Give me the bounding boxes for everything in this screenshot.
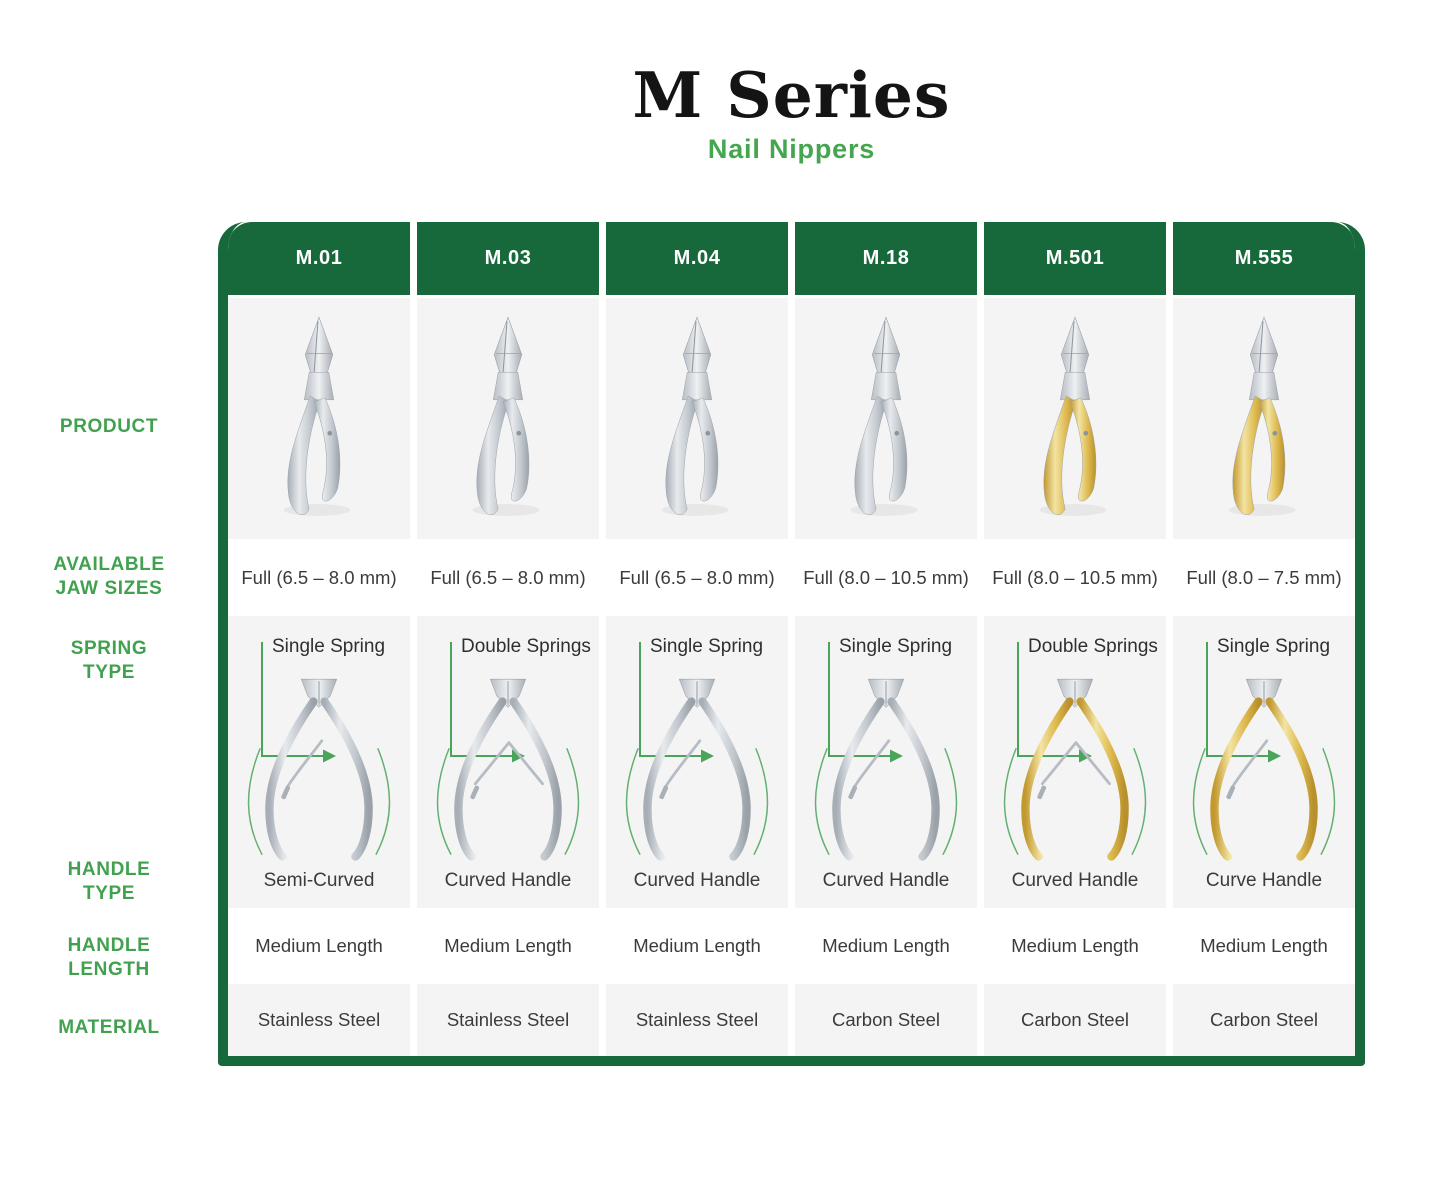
handle-length-value: Medium Length — [1200, 935, 1328, 956]
jaw-size-value: Full (6.5 – 8.0 mm) — [430, 566, 586, 588]
spring-latch — [281, 785, 291, 800]
material-value: Carbon Steel — [1210, 1009, 1318, 1030]
row-label-product: PRODUCT — [59, 416, 159, 437]
product-image-cell — [1173, 298, 1355, 539]
right-handle — [1259, 397, 1285, 500]
material-cell — [984, 984, 1166, 1056]
material-value: Stainless Steel — [446, 1009, 570, 1030]
handle-screw — [894, 430, 899, 435]
pivot-collar — [682, 372, 712, 400]
product-column — [417, 222, 599, 1056]
nipper-spring-diagram — [612, 668, 782, 864]
material-value: Carbon Steel — [832, 1009, 940, 1030]
handle-length-cell — [417, 908, 599, 984]
material-value: Stainless Steel — [257, 1009, 381, 1030]
spring-type-label: Single Spring — [1217, 636, 1331, 657]
spring-type-cell — [228, 616, 410, 908]
column-header — [606, 222, 788, 295]
product-image-cell — [984, 298, 1166, 539]
right-handle — [503, 397, 529, 500]
handle-length-cell — [984, 908, 1166, 984]
right-open-handle — [892, 702, 936, 857]
handle-type-value: Curved Handle — [822, 870, 950, 891]
row-label-handle-length: HANDLE LENGTH — [67, 935, 151, 980]
double-spring-wire — [475, 743, 542, 784]
handle-length-cell — [795, 908, 977, 984]
left-bracket-arc — [1194, 748, 1208, 854]
spring-type-cell — [795, 616, 977, 908]
right-open-handle — [1081, 702, 1125, 857]
jaw-size-cell — [1173, 539, 1355, 616]
product-column — [228, 222, 410, 1056]
left-bracket-arc — [249, 748, 263, 854]
jaw-size-cell — [795, 539, 977, 616]
handle-length-value: Medium Length — [822, 935, 950, 956]
model-name: M.04 — [673, 247, 721, 269]
handle-screw — [705, 430, 710, 435]
spring-type-cell — [606, 616, 788, 908]
material-cell — [228, 984, 410, 1056]
row-label-jaw-sizes: AVAILABLE JAW SIZES — [53, 554, 165, 599]
material-value: Stainless Steel — [635, 1009, 759, 1030]
left-handle — [288, 395, 320, 514]
spring-type-label: Double Springs — [461, 636, 591, 657]
left-handle — [855, 395, 887, 514]
row-label-material: MATERIAL — [58, 1017, 160, 1038]
jaw-size-cell — [417, 539, 599, 616]
jaw-size-cell — [606, 539, 788, 616]
nipper-spring-diagram — [234, 668, 404, 864]
comparison-table — [218, 222, 1365, 1066]
handle-length-value: Medium Length — [444, 935, 572, 956]
nipper-spring-diagram — [423, 668, 593, 864]
right-open-handle — [325, 702, 369, 857]
spring-latch — [1037, 785, 1047, 800]
material-cell — [606, 984, 788, 1056]
handle-type-value: Semi-Curved — [263, 870, 375, 891]
material-cell — [1173, 984, 1355, 1056]
handle-length-value: Medium Length — [255, 935, 383, 956]
handle-length-cell — [1173, 908, 1355, 984]
product-image-cell — [417, 298, 599, 539]
jaw-size-cell — [228, 539, 410, 616]
right-bracket-arc — [943, 748, 957, 854]
model-name: M.18 — [862, 247, 910, 269]
page-title: M Series — [632, 58, 951, 132]
spring-type-cell — [417, 616, 599, 908]
nipper-spring-diagram — [801, 668, 971, 864]
jaw-size-value: Full (8.0 – 7.5 mm) — [1186, 566, 1342, 588]
jaw-size-value: Full (8.0 – 10.5 mm) — [992, 566, 1158, 588]
right-open-handle — [514, 702, 558, 857]
row-label-rail — [0, 0, 218, 1189]
page-subtitle: Nail Nippers — [707, 134, 876, 165]
model-name: M.555 — [1234, 247, 1294, 269]
handle-type-value: Curved Handle — [633, 870, 761, 891]
jaw-blade — [494, 317, 522, 374]
product-column — [984, 222, 1166, 1056]
handle-screw — [1272, 430, 1277, 435]
right-bracket-arc — [376, 748, 390, 854]
product-image-cell — [795, 298, 977, 539]
product-column — [795, 222, 977, 1056]
row-label-spring-type: SPRING TYPE — [70, 638, 148, 683]
spring-type-label: Single Spring — [839, 636, 953, 657]
jaw-blade — [683, 317, 711, 374]
spring-latch — [1226, 785, 1236, 800]
right-bracket-arc — [1132, 748, 1146, 854]
jaw-blade — [1061, 317, 1089, 374]
model-name: M.03 — [484, 247, 532, 269]
left-bracket-arc — [1005, 748, 1019, 854]
right-bracket-arc — [1321, 748, 1335, 854]
right-handle — [692, 397, 718, 500]
right-handle — [881, 397, 907, 500]
pivot-collar — [1249, 372, 1279, 400]
spring-type-cell — [984, 616, 1166, 908]
pivot-collar — [871, 372, 901, 400]
spring-latch — [470, 785, 480, 800]
single-spring-wire — [288, 741, 322, 786]
row-label-handle-type: HANDLE TYPE — [67, 859, 151, 904]
column-header — [1173, 222, 1355, 295]
right-bracket-arc — [565, 748, 579, 854]
handle-length-cell — [606, 908, 788, 984]
jaw-size-value: Full (8.0 – 10.5 mm) — [803, 566, 969, 588]
product-image-cell — [606, 298, 788, 539]
jaw-blade — [1250, 317, 1278, 374]
column-header — [228, 222, 410, 295]
nipper-product-image — [1016, 313, 1134, 525]
nipper-product-image — [260, 313, 378, 525]
right-open-handle — [703, 702, 747, 857]
model-name: M.501 — [1045, 247, 1105, 269]
left-bracket-arc — [816, 748, 830, 854]
left-bracket-arc — [627, 748, 641, 854]
left-bracket-arc — [438, 748, 452, 854]
handle-screw — [327, 430, 332, 435]
nipper-spring-diagram — [990, 668, 1160, 864]
pivot-collar — [304, 372, 334, 400]
single-spring-wire — [855, 741, 889, 786]
material-value: Carbon Steel — [1021, 1009, 1129, 1030]
handle-length-value: Medium Length — [1011, 935, 1139, 956]
double-spring-wire — [1042, 743, 1109, 784]
handle-type-value: Curve Handle — [1205, 870, 1323, 891]
left-handle — [477, 395, 509, 514]
spring-type-label: Single Spring — [650, 636, 764, 657]
column-header — [417, 222, 599, 295]
jaw-blade — [305, 317, 333, 374]
left-handle — [1044, 395, 1076, 514]
handle-type-value: Curved Handle — [444, 870, 572, 891]
column-header — [984, 222, 1166, 295]
material-cell — [417, 984, 599, 1056]
pivot-collar — [1060, 372, 1090, 400]
page-header — [218, 58, 1365, 165]
product-image-cell — [228, 298, 410, 539]
material-cell — [795, 984, 977, 1056]
nipper-spring-diagram — [1179, 668, 1349, 864]
nipper-product-image — [1205, 313, 1323, 525]
product-column — [606, 222, 788, 1056]
left-handle — [666, 395, 698, 514]
spring-type-label: Double Springs — [1028, 636, 1158, 657]
spring-type-label: Single Spring — [272, 636, 386, 657]
single-spring-wire — [666, 741, 700, 786]
nipper-product-image — [449, 313, 567, 525]
column-header — [795, 222, 977, 295]
jaw-size-cell — [984, 539, 1166, 616]
jaw-blade — [872, 317, 900, 374]
jaw-size-value: Full (6.5 – 8.0 mm) — [241, 566, 397, 588]
handle-screw — [1083, 430, 1088, 435]
spring-latch — [659, 785, 669, 800]
spring-type-cell — [1173, 616, 1355, 908]
handle-length-value: Medium Length — [633, 935, 761, 956]
single-spring-wire — [1233, 741, 1267, 786]
left-handle — [1233, 395, 1265, 514]
nipper-product-image — [827, 313, 945, 525]
jaw-size-value: Full (6.5 – 8.0 mm) — [619, 566, 775, 588]
handle-screw — [516, 430, 521, 435]
right-handle — [314, 397, 340, 500]
handle-length-cell — [228, 908, 410, 984]
right-open-handle — [1270, 702, 1314, 857]
handle-type-value: Curved Handle — [1011, 870, 1139, 891]
model-name: M.01 — [295, 247, 343, 269]
product-column — [1173, 222, 1355, 1056]
right-handle — [1070, 397, 1096, 500]
nipper-product-image — [638, 313, 756, 525]
pivot-collar — [493, 372, 523, 400]
spring-latch — [848, 785, 858, 800]
right-bracket-arc — [754, 748, 768, 854]
